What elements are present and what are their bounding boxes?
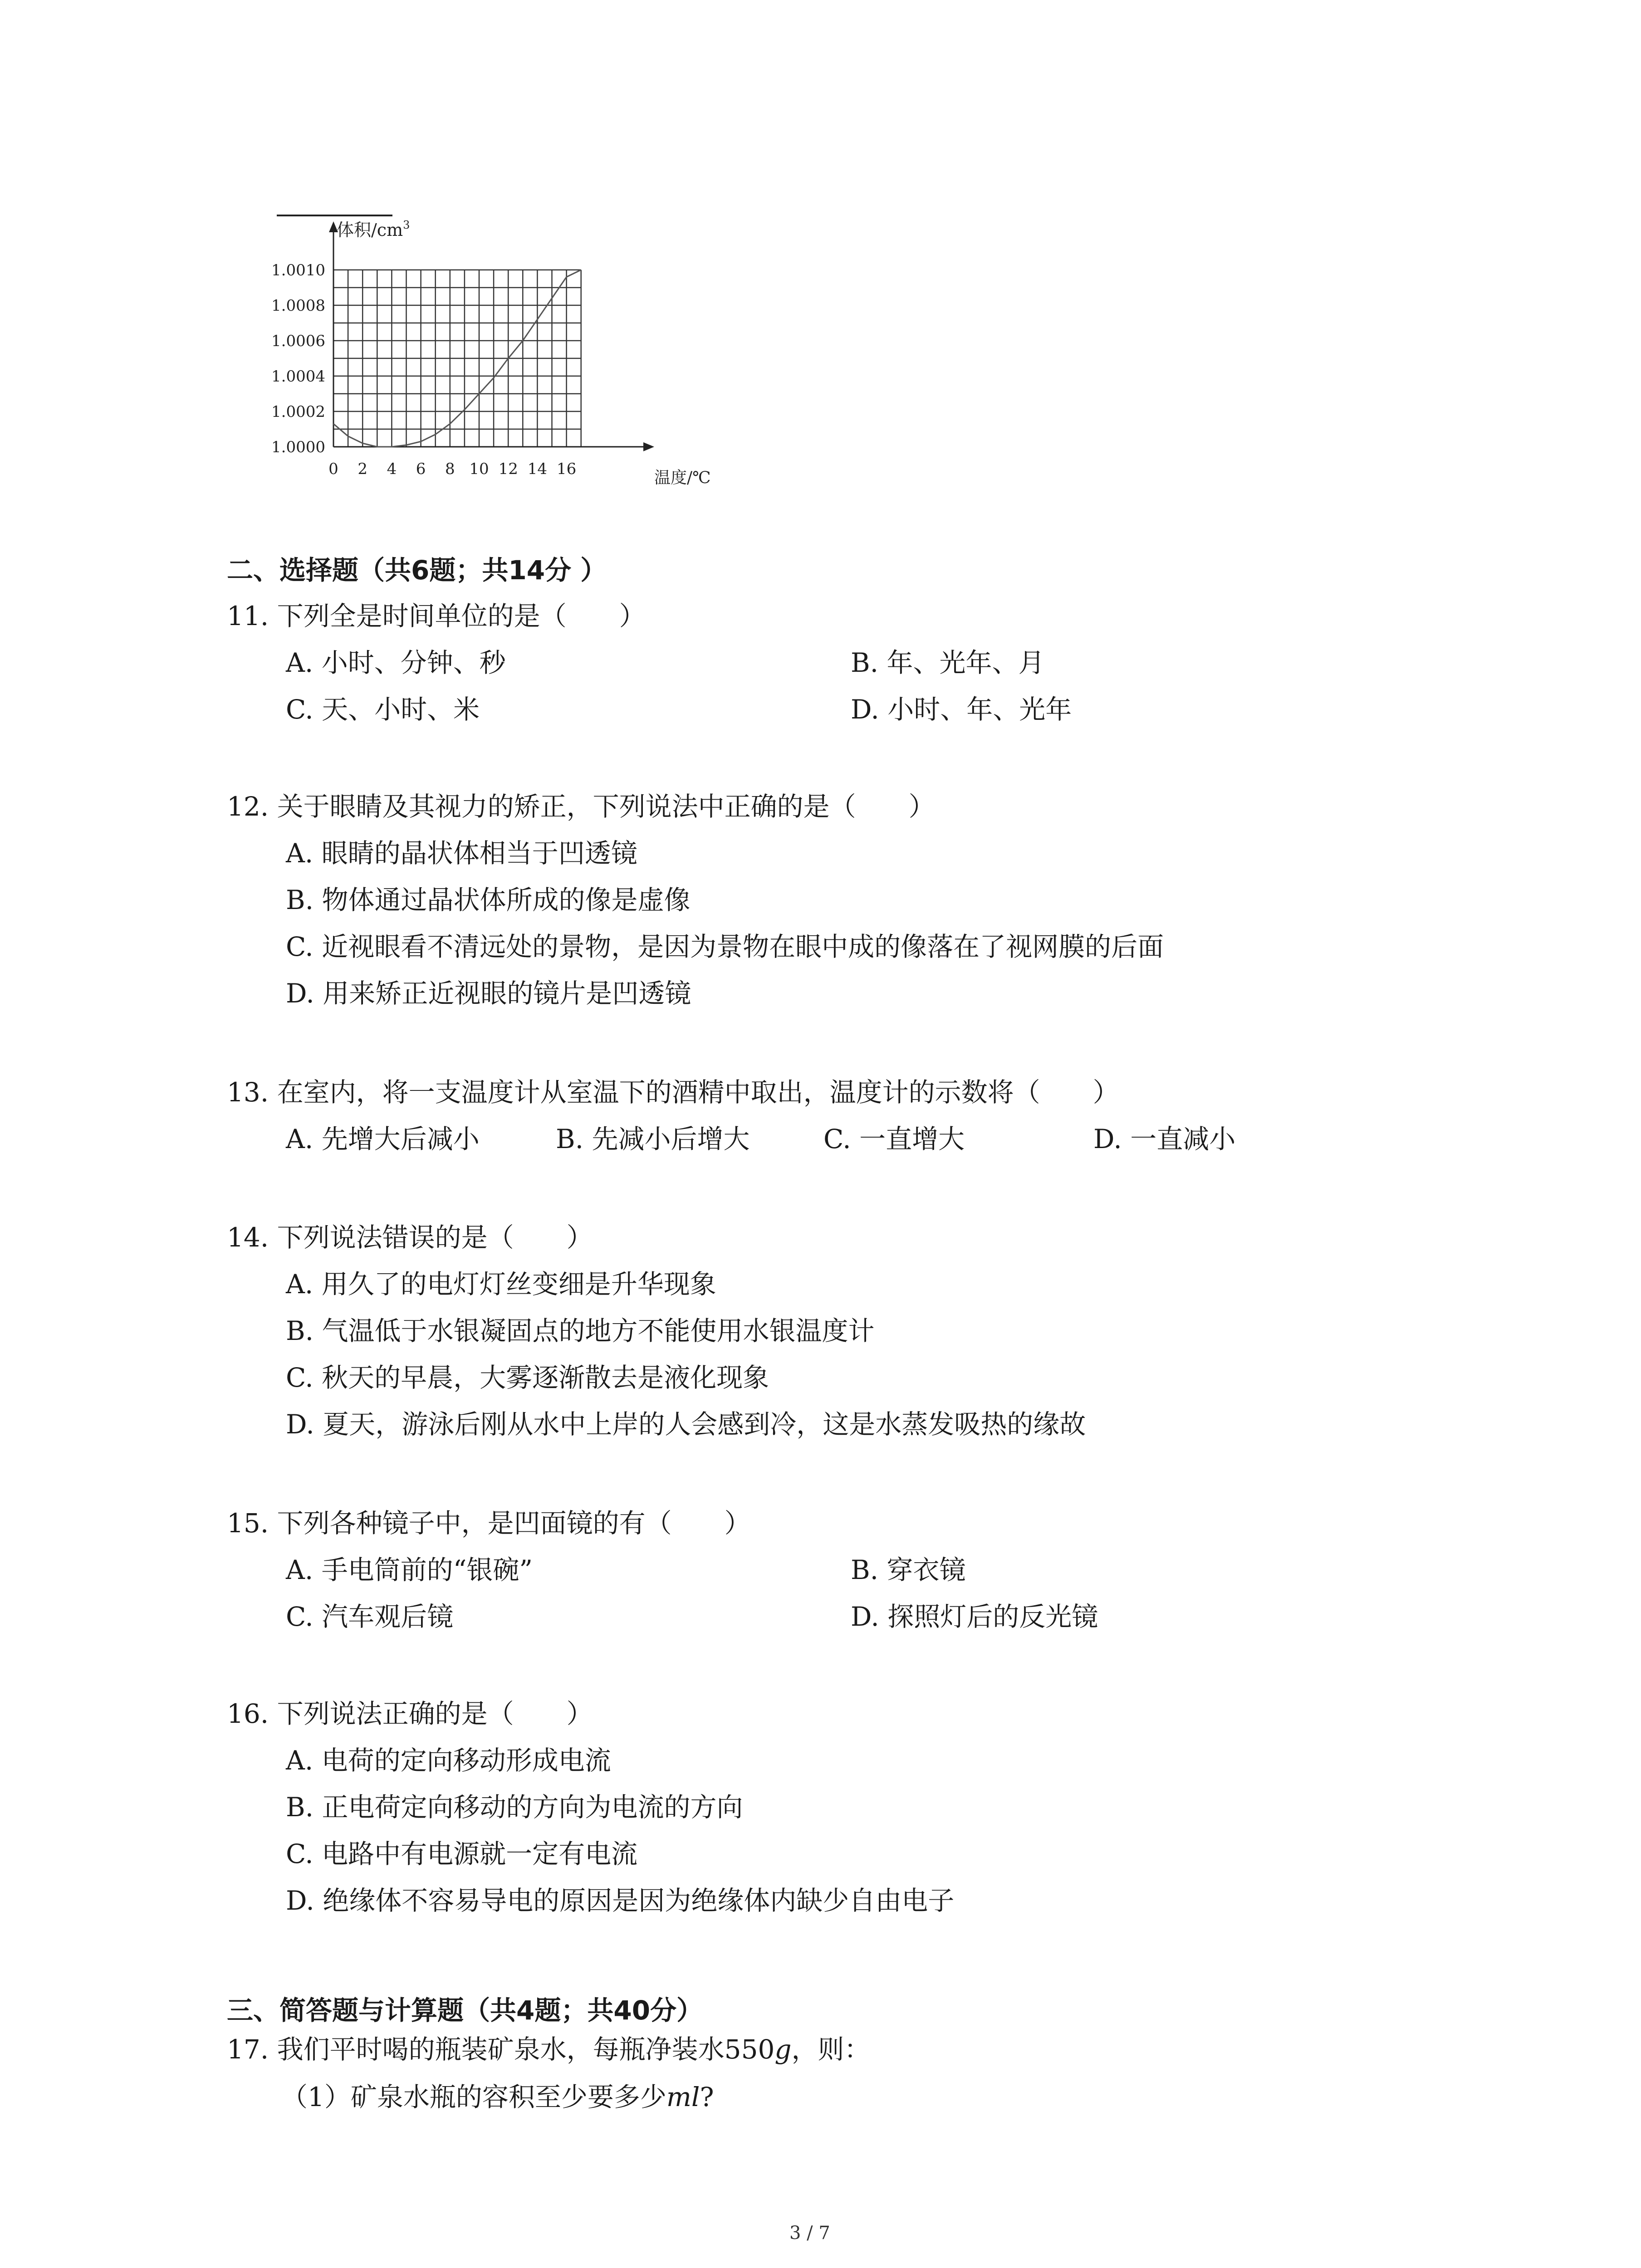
question-17-sub-1: （1）矿泉水瓶的容积至少要多少ml? bbox=[281, 2082, 714, 2112]
question-14-option-C: C. 秋天的早晨，大雾逐渐散去是液化现象 bbox=[286, 1362, 769, 1393]
y-tick-label: 1.0002 bbox=[271, 403, 325, 421]
page-number: 3 / 7 bbox=[789, 2223, 830, 2244]
x-axis-arrow bbox=[643, 442, 654, 451]
y-tick-label: 1.0008 bbox=[271, 297, 325, 315]
chart-x-label: 温度/℃ bbox=[654, 469, 711, 487]
question-15-stem: 15. 下列各种镜子中，是凹面镜的有（ ） bbox=[227, 1508, 751, 1539]
x-tick-label: 4 bbox=[387, 460, 397, 478]
chart-grid bbox=[333, 270, 581, 447]
x-tick-label: 2 bbox=[358, 460, 368, 478]
question-13-option-D: D. 一直减小 bbox=[1093, 1124, 1236, 1154]
x-tick-label: 10 bbox=[469, 460, 489, 478]
question-12-option-C: C. 近视眼看不清远处的景物，是因为景物在眼中成的像落在了视网膜的后面 bbox=[286, 931, 1164, 962]
chart-y-ticks bbox=[271, 261, 325, 456]
question-11-option-A: A. 小时、分钟、秒 bbox=[286, 647, 506, 678]
chart-x-ticks bbox=[328, 460, 576, 478]
question-11-option-C: C. 天、小时、米 bbox=[286, 694, 480, 725]
question-11-stem: 11. 下列全是时间单位的是（ ） bbox=[227, 601, 646, 631]
chart-y-label: 体积$/cm^3$ bbox=[337, 219, 410, 240]
question-14-option-A: A. 用久了的电灯灯丝变细是升华现象 bbox=[286, 1269, 716, 1300]
x-tick-label: 14 bbox=[527, 460, 548, 478]
x-tick-label: 6 bbox=[416, 460, 426, 478]
x-tick-label: 8 bbox=[445, 460, 455, 478]
question-12-stem: 12. 关于眼睛及其视力的矫正，下列说法中正确的是（ ） bbox=[227, 791, 935, 822]
question-14-option-B: B. 气温低于水银凝固点的地方不能使用水银温度计 bbox=[286, 1315, 875, 1346]
question-12-option-D: D. 用来矫正近视眼的镜片是凹透镜 bbox=[286, 978, 691, 1009]
y-tick-label: 1.0006 bbox=[271, 332, 325, 350]
question-14-option-D: D. 夏天，游泳后刚从水中上岸的人会感到冷，这是水蒸发吸热的缘故 bbox=[286, 1409, 1086, 1440]
question-13-option-B: B. 先减小后增大 bbox=[556, 1124, 750, 1154]
y-tick-label: 1.0010 bbox=[271, 261, 325, 279]
question-12-option-B: B. 物体通过晶状体所成的像是虚像 bbox=[286, 885, 691, 915]
question-17-stem: 17. 我们平时喝的瓶装矿泉水，每瓶净装水550g，则： bbox=[227, 2034, 871, 2065]
question-16-option-D: D. 绝缘体不容易导电的原因是因为绝缘体内缺少自由电子 bbox=[286, 1885, 955, 1916]
question-16-option-B: B. 正电荷定向移动的方向为电流的方向 bbox=[286, 1792, 743, 1823]
question-13-stem: 13. 在室内，将一支温度计从室温下的酒精中取出，温度计的示数将（ ） bbox=[227, 1077, 1119, 1108]
y-tick-label: 1.0004 bbox=[271, 367, 325, 386]
question-15-option-B: B. 穿衣镜 bbox=[851, 1554, 966, 1585]
y-tick-label: 1.0000 bbox=[271, 438, 325, 456]
question-16-stem: 16. 下列说法正确的是（ ） bbox=[227, 1698, 593, 1729]
question-11-option-D: D. 小时、年、光年 bbox=[851, 694, 1072, 725]
question-13-option-C: C. 一直增大 bbox=[823, 1124, 965, 1154]
question-15-option-D: D. 探照灯后的反光镜 bbox=[851, 1601, 1098, 1632]
question-13-option-A: A. 先增大后减小 bbox=[286, 1124, 480, 1154]
question-12-option-A: A. 眼睛的晶状体相当于凹透镜 bbox=[286, 838, 637, 869]
x-tick-label: 16 bbox=[556, 460, 577, 478]
section-2-title: 二、选择题（共6题；共14分 ） bbox=[227, 555, 607, 586]
volume-temperature-chart bbox=[254, 200, 753, 499]
question-15-option-A: A. 手电筒前的“银碗” bbox=[286, 1554, 533, 1585]
x-tick-label: 0 bbox=[328, 460, 338, 478]
x-tick-label: 12 bbox=[498, 460, 518, 478]
question-16-option-A: A. 电荷的定向移动形成电流 bbox=[286, 1745, 611, 1776]
section-3-title: 三、简答题与计算题（共4题；共40分） bbox=[227, 1995, 703, 2026]
question-11-option-B: B. 年、光年、月 bbox=[851, 647, 1045, 678]
question-16-option-C: C. 电路中有电源就一定有电流 bbox=[286, 1838, 638, 1869]
question-15-option-C: C. 汽车观后镜 bbox=[286, 1601, 454, 1632]
question-14-stem: 14. 下列说法错误的是（ ） bbox=[227, 1222, 593, 1253]
